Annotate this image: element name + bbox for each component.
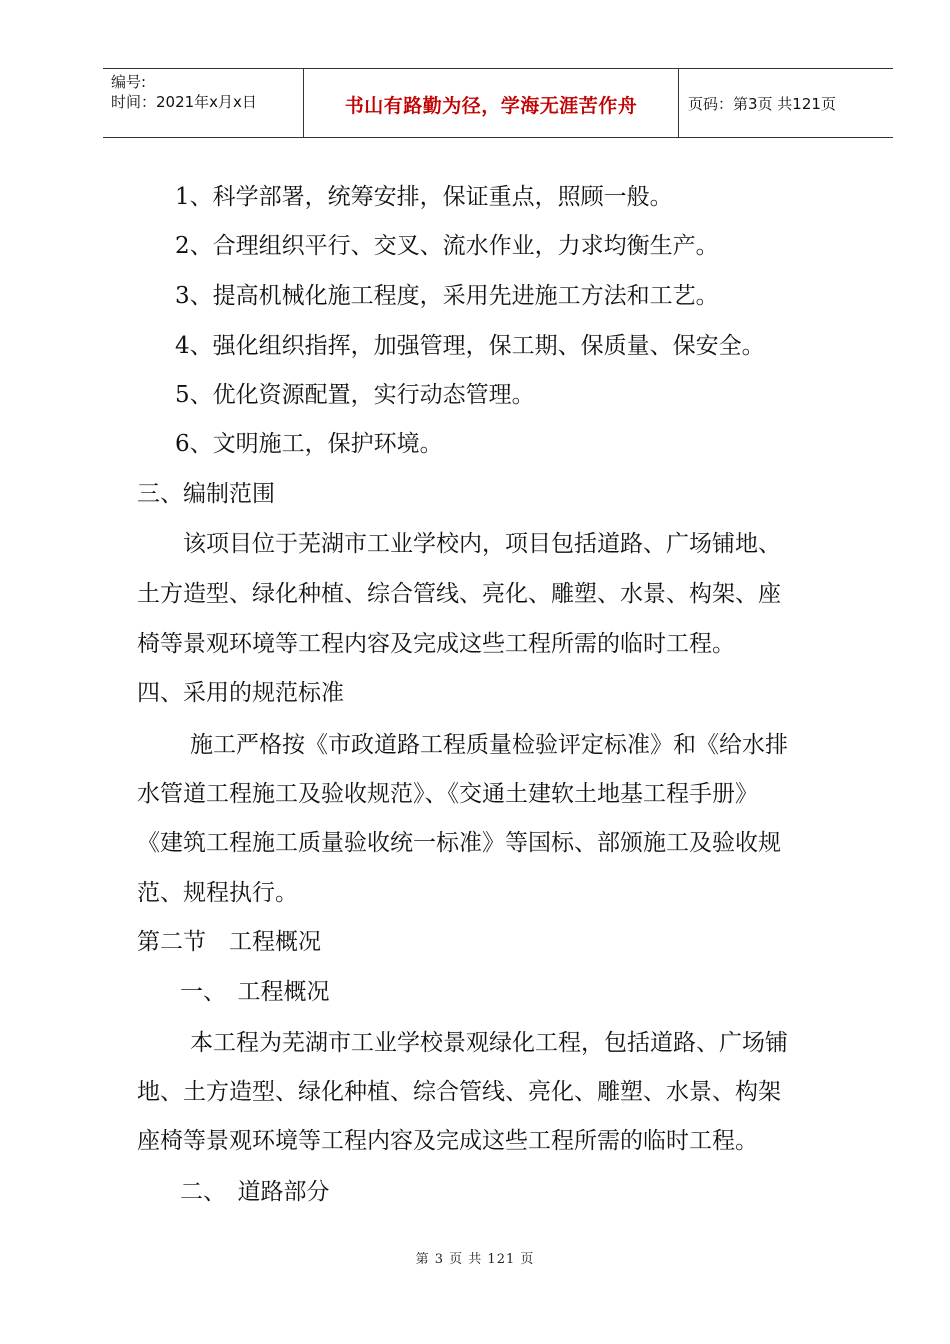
section-heading: 三、编制范围 (137, 481, 275, 507)
page-footer: 第 3 页 共 121 页 (415, 1252, 535, 1267)
header-motto-cell (303, 69, 679, 137)
subsection-heading: 二、 道路部分 (180, 1179, 330, 1205)
text-line: 椅等景观环境等工程内容及完成这些工程所需的临时工程。 (137, 631, 735, 657)
header-meta-cell (103, 69, 303, 137)
text-line: 施工严格按《市政道路工程质量检验评定标准》和《给水排 (190, 732, 788, 758)
section-heading: 第二节 工程概况 (137, 929, 321, 955)
text-line: 6、文明施工，保护环境。 (175, 431, 443, 457)
subsection-heading: 一、 工程概况 (180, 979, 330, 1005)
text-line: 4、强化组织指挥，加强管理，保工期、保质量、保安全。 (175, 333, 765, 359)
header-motto: 书山有路勤为径，学海无涯苦作舟 (344, 95, 638, 117)
text-line: 水管道工程施工及验收规范》、《交通土建软土地基工程手册》 (137, 781, 758, 807)
header-page-cell (678, 69, 893, 137)
text-line: 3、提高机械化施工程度，采用先进施工方法和工艺。 (175, 283, 719, 309)
text-line: 2、合理组织平行、交叉、流水作业，力求均衡生产。 (175, 233, 719, 259)
text-line: 《建筑工程施工质量验收统一标准》等国标、部颁施工及验收规 (137, 830, 781, 856)
serial-label: 编号: (111, 73, 147, 91)
section-heading: 四、采用的规范标准 (137, 680, 344, 706)
text-line: 座椅等景观环境等工程内容及完成这些工程所需的临时工程。 (137, 1128, 758, 1154)
text-line: 该项目位于芜湖市工业学校内，项目包括道路、广场铺地、 (183, 531, 781, 557)
time-label: 时间：2021年x月x日 (111, 93, 257, 111)
header-page-label: 页码：第3页 共121页 (688, 95, 836, 113)
text-line: 范、规程执行。 (137, 880, 298, 906)
text-line: 地、土方造型、绿化种植、综合管线、亮化、雕塑、水景、构架 (137, 1079, 781, 1105)
page-header (103, 68, 893, 138)
text-line: 土方造型、绿化种植、综合管线、亮化、雕塑、水景、构架、座 (137, 581, 781, 607)
text-line: 本工程为芜湖市工业学校景观绿化工程，包括道路、广场铺 (190, 1030, 788, 1056)
text-line: 5、优化资源配置，实行动态管理。 (175, 382, 535, 408)
text-line: 1、科学部署，统筹安排，保证重点，照顾一般。 (175, 184, 673, 210)
